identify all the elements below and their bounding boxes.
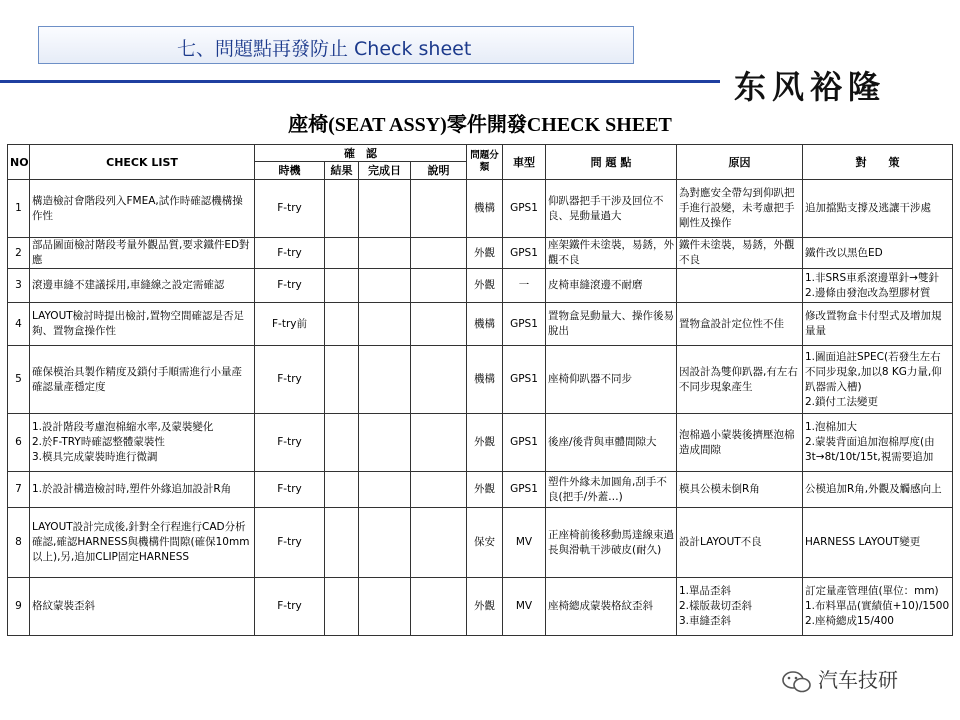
row-issue: 座架鐵件未塗裝，易銹，外觀不良: [546, 238, 677, 269]
row-model: GPS1: [503, 238, 546, 269]
row-check-item: 部品圖面檢討階段考量外觀品質,要求鐵件ED對應: [30, 238, 255, 269]
row-timing: F-try: [255, 472, 325, 508]
row-issue: 正座椅前後移動馬達線束過長與滑軌干涉破皮(耐久): [546, 508, 677, 578]
col-done-date: 完成日: [359, 162, 411, 180]
row-done-date: [359, 180, 411, 238]
row-done-date: [359, 238, 411, 269]
row-note: [411, 414, 467, 472]
row-category: 機構: [467, 180, 503, 238]
row-no: 1: [8, 180, 30, 238]
row-result: [325, 508, 359, 578]
row-note: [411, 508, 467, 578]
col-check-list: CHECK LIST: [30, 145, 255, 180]
row-done-date: [359, 508, 411, 578]
col-category: 問題分類: [467, 145, 503, 180]
row-issue: 座椅仰趴器不同步: [546, 346, 677, 414]
row-model: GPS1: [503, 346, 546, 414]
row-note: [411, 303, 467, 346]
row-model: MV: [503, 578, 546, 636]
col-model: 車型: [503, 145, 546, 180]
row-result: [325, 269, 359, 303]
row-timing: F-try前: [255, 303, 325, 346]
check-sheet-table: [7, 144, 953, 636]
row-timing: F-try: [255, 578, 325, 636]
row-cause: [677, 269, 803, 303]
row-no: 9: [8, 578, 30, 636]
row-no: 3: [8, 269, 30, 303]
header-divider: [0, 80, 720, 83]
row-done-date: [359, 303, 411, 346]
col-measure: 對 策: [803, 145, 953, 180]
table-row: [8, 303, 953, 346]
col-confirm: 確 認: [255, 145, 467, 162]
row-issue: 座椅總成蒙裝格紋歪斜: [546, 578, 677, 636]
row-done-date: [359, 414, 411, 472]
row-no: 6: [8, 414, 30, 472]
row-model: GPS1: [503, 414, 546, 472]
row-issue: 塑件外緣未加圓角,刮手不良(把手/外蓋…): [546, 472, 677, 508]
row-done-date: [359, 346, 411, 414]
row-result: [325, 238, 359, 269]
col-result: 結果: [325, 162, 359, 180]
row-result: [325, 472, 359, 508]
watermark: [782, 664, 898, 693]
col-note: 說明: [411, 162, 467, 180]
row-note: [411, 269, 467, 303]
row-no: 2: [8, 238, 30, 269]
row-category: 外觀: [467, 472, 503, 508]
table-row: [8, 472, 953, 508]
row-measure: 鐵件改以黑色ED: [803, 238, 953, 269]
row-cause: 為對應安全帶勾到仰趴把手進行設變，未考慮把手剛性及操作: [677, 180, 803, 238]
row-category: 外觀: [467, 238, 503, 269]
table-row: [8, 578, 953, 636]
row-cause: 泡棉過小蒙裝後擠壓泡棉造成間隙: [677, 414, 803, 472]
row-note: [411, 578, 467, 636]
row-category: 外觀: [467, 414, 503, 472]
row-issue: 後座/後背與車體間隙大: [546, 414, 677, 472]
row-issue: 仰趴器把手干涉及回位不良、晃動量過大: [546, 180, 677, 238]
row-model: GPS1: [503, 472, 546, 508]
table-row: [8, 508, 953, 578]
slide-title: 七、問題點再發防止 Check sheet: [177, 38, 472, 60]
row-cause: 設計LAYOUT不良: [677, 508, 803, 578]
document-title: 座椅(SEAT ASSY)零件開發CHECK SHEET: [288, 114, 672, 136]
row-timing: F-try: [255, 269, 325, 303]
row-note: [411, 346, 467, 414]
row-cause: 置物盒設計定位性不佳: [677, 303, 803, 346]
row-result: [325, 414, 359, 472]
row-category: 保安: [467, 508, 503, 578]
row-note: [411, 238, 467, 269]
row-model: MV: [503, 508, 546, 578]
row-cause: 鐵件未塗裝，易銹，外觀不良: [677, 238, 803, 269]
row-measure: 追加擋點支撐及逃讓干涉處: [803, 180, 953, 238]
row-measure: 訂定量產管理值(單位：mm) 1.布料單品(實績值+10)/1500 2.座椅總成15/400: [803, 578, 953, 636]
row-result: [325, 303, 359, 346]
row-result: [325, 180, 359, 238]
watermark-text: 汽车技研: [818, 668, 898, 692]
row-note: [411, 180, 467, 238]
table-row: [8, 269, 953, 303]
col-cause: 原因: [677, 145, 803, 180]
row-measure: 公模追加R角,外觀及觸感向上: [803, 472, 953, 508]
row-category: 外觀: [467, 578, 503, 636]
row-cause: 因設計為雙仰趴器,有左右不同步現象產生: [677, 346, 803, 414]
row-done-date: [359, 472, 411, 508]
row-no: 5: [8, 346, 30, 414]
row-result: [325, 578, 359, 636]
row-note: [411, 472, 467, 508]
row-model: GPS1: [503, 180, 546, 238]
row-measure: 1.圖面追註SPEC(若發生左右不同步現象,加以8 KG力量,仰趴器需入槽) 2.鎖付工法變更: [803, 346, 953, 414]
brand-logo: 东风裕隆: [734, 68, 887, 106]
row-timing: F-try: [255, 180, 325, 238]
row-measure: 修改置物盒卡付型式及增加規量量: [803, 303, 953, 346]
col-no: NO: [8, 145, 30, 180]
table-row: [8, 414, 953, 472]
row-check-item: 構造檢討會階段列入FMEA,試作時確認機構操作性: [30, 180, 255, 238]
row-timing: F-try: [255, 508, 325, 578]
row-done-date: [359, 578, 411, 636]
col-timing: 時機: [255, 162, 325, 180]
row-timing: F-try: [255, 238, 325, 269]
row-measure: 1.非SRS車系滾邊單針→雙針 2.邊條由發泡改為塑膠材質: [803, 269, 953, 303]
row-category: 外觀: [467, 269, 503, 303]
row-check-item: 1.於設計構造檢討時,塑件外緣追加設計R角: [30, 472, 255, 508]
slide-title-box: [38, 26, 634, 64]
row-model: 一: [503, 269, 546, 303]
row-result: [325, 346, 359, 414]
table-row: [8, 238, 953, 269]
row-no: 7: [8, 472, 30, 508]
row-issue: 置物盒晃動量大、操作後易脫出: [546, 303, 677, 346]
table-row: [8, 180, 953, 238]
row-timing: F-try: [255, 346, 325, 414]
row-check-item: LAYOUT設計完成後,針對全行程進行CAD分析確認,確認HARNESS與機構件間隙(確保10mm以上),另,追加CLIP固定HARNESS: [30, 508, 255, 578]
row-category: 機構: [467, 303, 503, 346]
row-cause: 模具公模未倒R角: [677, 472, 803, 508]
row-no: 8: [8, 508, 30, 578]
row-model: GPS1: [503, 303, 546, 346]
row-check-item: 格紋蒙裝歪斜: [30, 578, 255, 636]
row-done-date: [359, 269, 411, 303]
wechat-icon: [782, 671, 812, 693]
row-category: 機構: [467, 346, 503, 414]
row-cause: 1.單品歪斜 2.樣版裁切歪斜 3.車縫歪斜: [677, 578, 803, 636]
row-measure: 1.泡棉加大 2.蒙裝背面追加泡棉厚度(由3t→8t/10t/15t,視需要追加: [803, 414, 953, 472]
col-issue: 問 題 點: [546, 145, 677, 180]
row-timing: F-try: [255, 414, 325, 472]
table-row: [8, 346, 953, 414]
row-check-item: 1.設計階段考慮泡棉縮水率,及蒙裝變化 2.於F-TRY時確認整體蒙裝性 3.模具完成蒙裝時進行微調: [30, 414, 255, 472]
row-issue: 皮椅車縫滾邊不耐磨: [546, 269, 677, 303]
row-check-item: 確保模治具製作精度及鎖付手順需進行小量產確認量產穩定度: [30, 346, 255, 414]
row-check-item: LAYOUT檢討時提出檢討,置物空間確認是否足夠、置物盒操作性: [30, 303, 255, 346]
row-no: 4: [8, 303, 30, 346]
row-measure: HARNESS LAYOUT變更: [803, 508, 953, 578]
row-check-item: 滾邊車縫不建議採用,車縫線之設定需確認: [30, 269, 255, 303]
header-row-1: [8, 145, 953, 162]
